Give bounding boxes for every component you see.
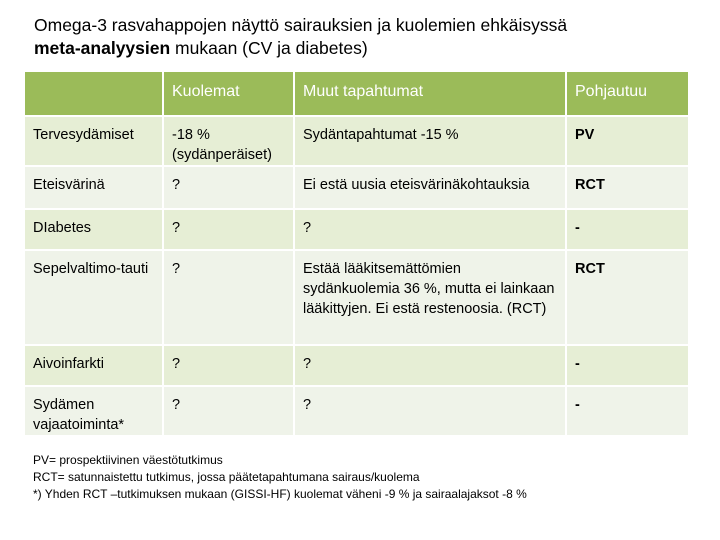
footnote-rct: RCT= satunnaistettu tutkimus, jossa päätetapahtumana sairaus/kuolema [33, 470, 420, 484]
table-header-row [25, 72, 689, 116]
table-row [25, 209, 689, 250]
evidence-table [25, 72, 690, 437]
cell-deaths: ? [163, 250, 294, 345]
cell-basis: PV [566, 116, 689, 166]
cell-basis: - [566, 386, 689, 436]
title-line-1: Omega-3 rasvahappojen näyttö sairauksien ja kuolemien ehkäisyssä [34, 15, 568, 35]
table-row [25, 250, 689, 345]
header-condition [25, 72, 163, 116]
cell-deaths: ? [163, 345, 294, 386]
cell-basis: - [566, 209, 689, 250]
footnotes [33, 452, 693, 503]
cell-other-events: Ei estä uusia eteisvärinäkohtauksia [294, 166, 566, 209]
table-row [25, 166, 689, 209]
cell-basis: RCT [566, 250, 689, 345]
cell-other-events: ? [294, 386, 566, 436]
title-line-2 [34, 37, 694, 60]
cell-other-events: Sydäntapahtumat -15 % [294, 116, 566, 166]
cell-condition: DIabetes [25, 209, 163, 250]
table-row [25, 345, 689, 386]
cell-condition: Tervesydämiset [25, 116, 163, 166]
table-row [25, 386, 689, 436]
cell-deaths: ? [163, 166, 294, 209]
cell-condition: Sepelvaltimo-tauti [25, 250, 163, 345]
footnote-gissi: *) Yhden RCT –tutkimuksen mukaan (GISSI-HF) kuolemat väheni -9 % ja sairaalajaksot -8 % [33, 487, 527, 501]
footnote-pv: PV= prospektiivinen väestötutkimus [33, 453, 223, 467]
header-other-events: Muut tapahtumat [294, 72, 566, 116]
cell-condition: Eteisvärinä [25, 166, 163, 209]
cell-deaths: -18 % (sydänperäiset) [163, 116, 294, 166]
cell-condition: Sydämen vajaatoiminta* [25, 386, 163, 436]
cell-other-events: ? [294, 209, 566, 250]
cell-deaths: ? [163, 209, 294, 250]
cell-basis: - [566, 345, 689, 386]
cell-basis: RCT [566, 166, 689, 209]
table-row [25, 116, 689, 166]
cell-other-events: Estää lääkitsemättömien sydänkuolemia 36 %, mutta ei lainkaan lääkittyjen. Ei estä restenoosia. (RCT) [294, 250, 566, 345]
cell-condition: Aivoinfarkti [25, 345, 163, 386]
cell-deaths: ? [163, 386, 294, 436]
header-deaths: Kuolemat [163, 72, 294, 116]
cell-other-events: ? [294, 345, 566, 386]
header-basis: Pohjautuu [566, 72, 689, 116]
title-bold-part: meta-analyysien [34, 38, 171, 58]
title-rest-part: mukaan (CV ja diabetes) [170, 38, 368, 58]
slide-title [34, 14, 694, 60]
